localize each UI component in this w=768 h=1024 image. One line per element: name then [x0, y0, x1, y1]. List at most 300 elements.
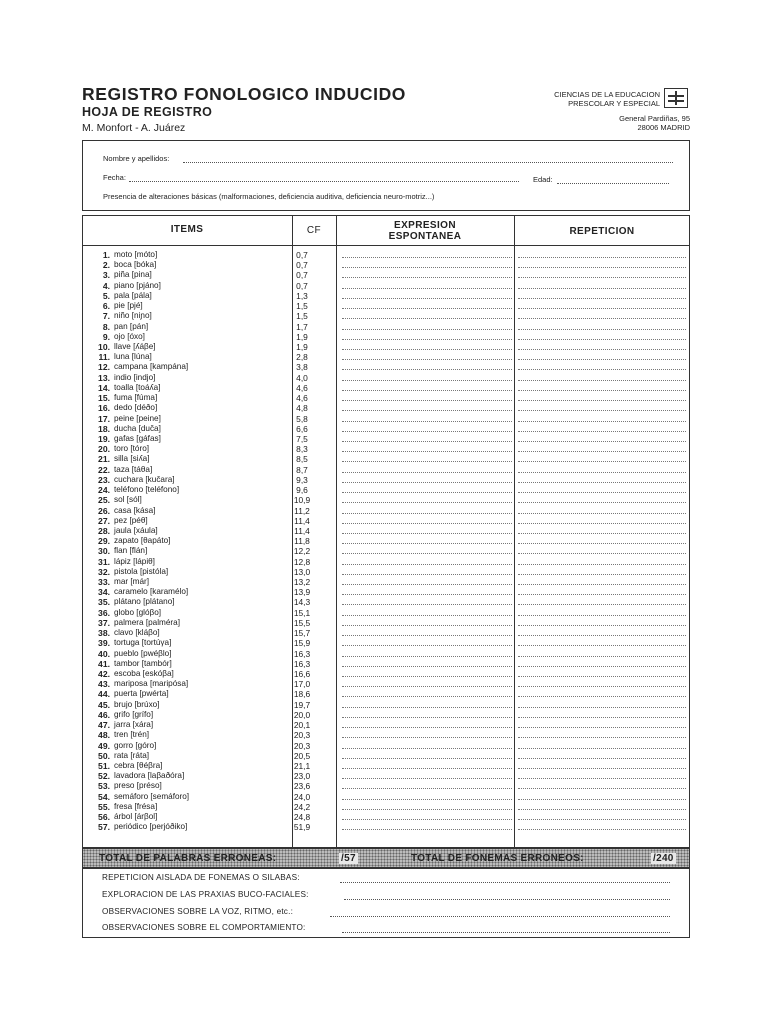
repetition-answer-field[interactable] [518, 625, 686, 626]
item-number: 57. [98, 822, 110, 833]
name-label: Nombre y apellidos: [103, 154, 170, 163]
repetition-answer-field[interactable] [518, 431, 686, 432]
item-number: 40. [98, 648, 110, 659]
item-word: campana [kampána] [114, 362, 189, 372]
table-row [82, 689, 690, 699]
repetition-answer-field[interactable] [518, 298, 686, 299]
repetition-answer-field[interactable] [518, 543, 686, 544]
expression-answer-field[interactable] [342, 451, 512, 452]
repetition-answer-field[interactable] [518, 809, 686, 810]
expression-answer-field[interactable] [342, 502, 512, 503]
item-word: peine [peine] [114, 413, 161, 423]
item-number: 29. [98, 536, 110, 547]
item-number: 22. [98, 464, 110, 475]
repetition-answer-field[interactable] [518, 748, 686, 749]
repetition-answer-field[interactable] [518, 768, 686, 769]
item-cf: 0,7 [296, 280, 308, 291]
expression-answer-field[interactable] [342, 604, 512, 605]
expression-answer-field[interactable] [342, 533, 512, 534]
repetition-answer-field[interactable] [518, 553, 686, 554]
item-number: 49. [98, 740, 110, 751]
item-cf: 1,5 [296, 301, 308, 312]
repetition-answer-field[interactable] [518, 778, 686, 779]
item-cf: 16,3 [293, 648, 311, 659]
item-word: fresa [frésa] [114, 801, 158, 811]
table-row [82, 424, 690, 434]
repetition-answer-field[interactable] [518, 574, 686, 575]
repetition-answer-field[interactable] [518, 369, 686, 370]
expression-answer-field[interactable] [342, 676, 512, 677]
item-cf: 13,0 [293, 566, 311, 577]
expression-answer-field[interactable] [342, 799, 512, 800]
item-number: 10. [98, 341, 110, 352]
table-row [82, 434, 690, 444]
table-row [82, 608, 690, 618]
table-row [82, 465, 690, 475]
item-word: cebra [θéβra] [114, 761, 163, 770]
table-row [82, 720, 690, 730]
item-cf: 20,3 [293, 730, 311, 741]
item-cf: 24,8 [293, 812, 311, 823]
item-number: 48. [98, 730, 110, 741]
repetition-answer-field[interactable] [518, 533, 686, 534]
total-phonemes-label: TOTAL DE FONEMAS ERRONEOS: [411, 853, 584, 864]
date-field[interactable] [129, 181, 519, 182]
item-number: 15. [98, 393, 110, 404]
item-word: teléfono [teléfono] [114, 485, 180, 495]
table-row [82, 260, 690, 270]
repetition-answer-field[interactable] [518, 421, 686, 422]
expression-answer-field[interactable] [342, 369, 512, 370]
item-cf: 1,7 [296, 321, 308, 332]
item-cf: 7,5 [296, 433, 308, 444]
repetition-answer-field[interactable] [518, 472, 686, 473]
table-row [82, 475, 690, 485]
expression-answer-field[interactable] [342, 737, 512, 738]
table-row [82, 567, 690, 577]
item-cf: 20,5 [293, 750, 311, 761]
item-cf: 12,8 [293, 556, 311, 567]
item-word: plátano [plátano] [114, 597, 175, 607]
item-word: piña [pina] [114, 270, 152, 280]
address-line-1: General Pardiñas, 95 [619, 114, 690, 123]
item-word: palmera [palméra] [114, 617, 180, 627]
expression-answer-field[interactable] [342, 410, 512, 411]
table-row [82, 291, 690, 301]
expression-answer-field[interactable] [342, 635, 512, 636]
table-row [82, 730, 690, 740]
item-number: 3. [102, 270, 110, 281]
table-row [82, 362, 690, 372]
item-number: 24. [98, 485, 110, 496]
expression-answer-field[interactable] [342, 696, 512, 697]
expression-answer-field[interactable] [342, 421, 512, 422]
table-row [82, 751, 690, 761]
repetition-answer-field[interactable] [518, 308, 686, 309]
expression-answer-field[interactable] [342, 277, 512, 278]
item-number: 54. [98, 791, 110, 802]
repetition-answer-field[interactable] [518, 829, 686, 830]
expression-answer-field[interactable] [342, 758, 512, 759]
repetition-answer-field[interactable] [518, 686, 686, 687]
expression-answer-field[interactable] [342, 727, 512, 728]
table-row [82, 444, 690, 454]
item-number: 8. [102, 321, 110, 332]
expression-answer-field[interactable] [342, 318, 512, 319]
expression-answer-field[interactable] [342, 349, 512, 350]
item-word: pistola [pistóla] [114, 566, 169, 576]
repetition-answer-field[interactable] [518, 257, 686, 258]
table-row [82, 659, 690, 669]
item-word: árbol [árβol] [114, 812, 158, 822]
repetition-answer-field[interactable] [518, 461, 686, 462]
repetition-answer-field[interactable] [518, 717, 686, 718]
column-header-expression-1: EXPRESION [394, 220, 456, 231]
repetition-answer-field[interactable] [518, 564, 686, 565]
expression-answer-field[interactable] [342, 257, 512, 258]
item-word: toro [tóro] [114, 444, 150, 454]
item-number: 53. [98, 781, 110, 792]
item-word: rata [ráta] [114, 750, 150, 760]
repetition-answer-field[interactable] [518, 594, 686, 595]
item-number: 44. [98, 689, 110, 700]
table-row [82, 352, 690, 362]
expression-answer-field[interactable] [342, 390, 512, 391]
expression-answer-field[interactable] [342, 359, 512, 360]
item-word: preso [préso] [114, 781, 162, 791]
item-cf: 24,2 [293, 801, 311, 812]
repetition-answer-field[interactable] [518, 696, 686, 697]
expression-answer-field[interactable] [342, 594, 512, 595]
item-word: moto [móto] [114, 250, 158, 259]
item-number: 25. [98, 495, 110, 506]
repetition-answer-field[interactable] [518, 318, 686, 319]
expression-answer-field[interactable] [342, 482, 512, 483]
table-row [82, 281, 690, 291]
item-word: pan [pán] [114, 321, 149, 331]
observation-field[interactable] [330, 916, 670, 917]
item-number: 5. [102, 290, 110, 301]
expression-answer-field[interactable] [342, 819, 512, 820]
table-row [82, 342, 690, 352]
expression-answer-field[interactable] [342, 431, 512, 432]
expression-answer-field[interactable] [342, 829, 512, 830]
expression-answer-field[interactable] [342, 656, 512, 657]
item-cf: 14,3 [293, 597, 311, 608]
table-row [82, 403, 690, 413]
table-row [82, 597, 690, 607]
observation-field[interactable] [340, 882, 670, 883]
item-number: 31. [98, 556, 110, 567]
table-row [82, 649, 690, 659]
expression-answer-field[interactable] [342, 778, 512, 779]
item-number: 45. [98, 699, 110, 710]
column-header-items: ITEMS [170, 224, 204, 235]
item-word: pueblo [pwéβlo] [114, 648, 172, 658]
item-cf: 11,8 [294, 536, 310, 547]
repetition-answer-field[interactable] [518, 410, 686, 411]
item-cf: 15,7 [293, 628, 311, 639]
item-number: 50. [98, 750, 110, 761]
item-cf: 23,0 [293, 771, 311, 782]
table-row [82, 771, 690, 781]
repetition-answer-field[interactable] [518, 492, 686, 493]
repetition-answer-field[interactable] [518, 267, 686, 268]
table-row [82, 792, 690, 802]
expression-answer-field[interactable] [342, 707, 512, 708]
item-cf: 12,2 [293, 546, 311, 557]
expression-answer-field[interactable] [342, 492, 512, 493]
table-row [82, 812, 690, 822]
expression-answer-field[interactable] [342, 625, 512, 626]
expression-answer-field[interactable] [342, 267, 512, 268]
table-row [82, 802, 690, 812]
table-row [82, 628, 690, 638]
expression-answer-field[interactable] [342, 615, 512, 616]
repetition-answer-field[interactable] [518, 513, 686, 514]
expression-answer-field[interactable] [342, 666, 512, 667]
item-cf: 0,7 [296, 260, 308, 271]
expression-answer-field[interactable] [342, 686, 512, 687]
expression-answer-field[interactable] [342, 288, 512, 289]
item-number: 36. [98, 607, 110, 618]
alterations-label: Presencia de alteraciones básicas (malformaciones, deficiencia auditiva, deficiencia neuro-motriz...) [103, 192, 435, 201]
expression-answer-field[interactable] [342, 339, 512, 340]
item-cf: 15,1 [293, 607, 311, 618]
item-cf: 4,6 [296, 382, 308, 393]
repetition-answer-field[interactable] [518, 502, 686, 503]
table-row [82, 311, 690, 321]
repetition-answer-field[interactable] [518, 656, 686, 657]
item-cf: 13,2 [293, 577, 311, 588]
expression-answer-field[interactable] [342, 788, 512, 789]
item-cf: 0,7 [296, 250, 308, 260]
observation-field[interactable] [344, 899, 670, 900]
expression-answer-field[interactable] [342, 645, 512, 646]
repetition-answer-field[interactable] [518, 635, 686, 636]
item-cf: 4,0 [296, 372, 308, 383]
name-field[interactable] [183, 162, 673, 163]
repetition-answer-field[interactable] [518, 758, 686, 759]
item-cf: 13,9 [293, 587, 311, 598]
expression-answer-field[interactable] [342, 543, 512, 544]
item-word: puerta [pwérta] [114, 689, 169, 699]
item-cf: 19,7 [293, 699, 311, 710]
table-row [82, 332, 690, 342]
item-word: pala [pála] [114, 290, 152, 300]
item-number: 9. [102, 331, 110, 342]
table-row [82, 669, 690, 679]
table-row [82, 301, 690, 311]
item-word: luna [lúna] [114, 352, 152, 362]
repetition-answer-field[interactable] [518, 339, 686, 340]
repetition-answer-field[interactable] [518, 349, 686, 350]
total-words-label: TOTAL DE PALABRAS ERRONEAS: [99, 853, 277, 864]
repetition-answer-field[interactable] [518, 737, 686, 738]
table-row [82, 516, 690, 526]
item-number: 14. [98, 382, 110, 393]
item-word: cuchara [kučara] [114, 474, 175, 484]
item-cf: 0,7 [296, 270, 308, 281]
expression-answer-field[interactable] [342, 461, 512, 462]
table-row [82, 741, 690, 751]
item-number: 20. [98, 444, 110, 455]
item-number: 33. [98, 577, 110, 588]
item-number: 27. [98, 515, 110, 526]
repetition-answer-field[interactable] [518, 727, 686, 728]
item-word: jaula [xáula] [114, 525, 158, 535]
item-word: lavadora [laβaðóra] [114, 771, 185, 781]
expression-answer-field[interactable] [342, 400, 512, 401]
item-word: zapato [θapáto] [114, 536, 171, 546]
table-row [82, 638, 690, 648]
item-number: 7. [102, 311, 110, 322]
expression-answer-field[interactable] [342, 564, 512, 565]
item-cf: 15,9 [293, 638, 311, 649]
repetition-answer-field[interactable] [518, 615, 686, 616]
expression-answer-field[interactable] [342, 441, 512, 442]
table-row [82, 587, 690, 597]
item-number: 21. [98, 454, 110, 465]
repetition-answer-field[interactable] [518, 819, 686, 820]
table-row [82, 822, 690, 832]
item-number: 56. [98, 812, 110, 823]
item-cf: 10,9 [293, 495, 311, 506]
repetition-answer-field[interactable] [518, 645, 686, 646]
repetition-answer-field[interactable] [518, 329, 686, 330]
item-word: mar [már] [114, 577, 150, 587]
repetition-answer-field[interactable] [518, 451, 686, 452]
item-number: 2. [102, 260, 110, 271]
repetition-answer-field[interactable] [518, 390, 686, 391]
repetition-answer-field[interactable] [518, 666, 686, 667]
item-word: jarra [xára] [114, 720, 154, 730]
publisher-line-1: CIENCIAS DE LA EDUCACION [554, 90, 660, 99]
repetition-answer-field[interactable] [518, 707, 686, 708]
column-header-expression-2: ESPONTANEA [388, 231, 462, 242]
item-cf: 20,1 [293, 720, 311, 731]
table-row [82, 526, 690, 536]
repetition-answer-field[interactable] [518, 523, 686, 524]
repetition-answer-field[interactable] [518, 277, 686, 278]
item-cf: 24,0 [293, 791, 311, 802]
item-number: 42. [98, 669, 110, 680]
item-word: caramelo [karamélo] [114, 587, 189, 597]
item-number: 39. [98, 638, 110, 649]
item-number: 41. [98, 658, 110, 669]
item-cf: 5,8 [296, 413, 308, 424]
item-cf: 20,3 [293, 740, 311, 751]
item-word: ojo [óxo] [114, 331, 145, 341]
repetition-answer-field[interactable] [518, 584, 686, 585]
table-row [82, 506, 690, 516]
total-words-max: /57 [341, 853, 356, 864]
item-number: 6. [102, 301, 110, 312]
item-word: dedo [déðo] [114, 403, 158, 413]
column-header-repetition: REPETICION [569, 226, 635, 237]
repetition-answer-field[interactable] [518, 288, 686, 289]
item-cf: 8,5 [296, 454, 308, 465]
item-cf: 6,6 [296, 423, 308, 434]
item-cf: 1,9 [296, 341, 308, 352]
repetition-answer-field[interactable] [518, 676, 686, 677]
item-number: 32. [98, 566, 110, 577]
table-row [82, 250, 690, 260]
item-number: 47. [98, 720, 110, 731]
item-word: pie [pjé] [114, 301, 143, 311]
item-number: 19. [98, 433, 110, 444]
repetition-answer-field[interactable] [518, 799, 686, 800]
item-cf: 17,0 [293, 679, 311, 690]
observation-label: EXPLORACION DE LAS PRAXIAS BUCO-FACIALES: [102, 890, 309, 899]
item-word: llave [ʎáβe] [114, 341, 156, 351]
item-cf: 16,6 [293, 669, 311, 680]
table-row [82, 414, 690, 424]
item-cf: 23,6 [293, 781, 311, 792]
item-number: 30. [98, 546, 110, 557]
repetition-answer-field[interactable] [518, 400, 686, 401]
repetition-answer-field[interactable] [518, 788, 686, 789]
item-cf: 21,1 [293, 761, 311, 771]
expression-answer-field[interactable] [342, 553, 512, 554]
item-cf: 9,3 [296, 474, 308, 485]
authors: M. Monfort - A. Juárez [82, 122, 186, 134]
item-number: 43. [98, 679, 110, 690]
patient-info-box [82, 140, 690, 211]
expression-answer-field[interactable] [342, 329, 512, 330]
table-row [82, 700, 690, 710]
observation-field[interactable] [342, 932, 670, 933]
repetition-answer-field[interactable] [518, 380, 686, 381]
expression-answer-field[interactable] [342, 472, 512, 473]
table-row [82, 710, 690, 720]
expression-answer-field[interactable] [342, 513, 512, 514]
table-row [82, 383, 690, 393]
expression-answer-field[interactable] [342, 768, 512, 769]
item-word: casa [kása] [114, 505, 156, 515]
item-word: brujo [brúxo] [114, 699, 160, 709]
expression-answer-field[interactable] [342, 574, 512, 575]
expression-answer-field[interactable] [342, 584, 512, 585]
item-word: globo [glóβo] [114, 607, 162, 617]
item-number: 23. [98, 474, 110, 485]
item-number: 26. [98, 505, 110, 516]
expression-answer-field[interactable] [342, 717, 512, 718]
observation-label: OBSERVACIONES SOBRE LA VOZ, RITMO, etc.: [102, 907, 294, 916]
item-cf: 51,9 [293, 822, 311, 833]
address-line-2: 28006 MADRID [637, 123, 690, 132]
expression-answer-field[interactable] [342, 809, 512, 810]
item-word: ducha [duča] [114, 423, 161, 433]
expression-answer-field[interactable] [342, 308, 512, 309]
table-row [82, 781, 690, 791]
expression-answer-field[interactable] [342, 380, 512, 381]
repetition-answer-field[interactable] [518, 604, 686, 605]
expression-answer-field[interactable] [342, 523, 512, 524]
repetition-answer-field[interactable] [518, 359, 686, 360]
item-cf: 1,3 [296, 290, 308, 301]
item-number: 34. [98, 587, 110, 598]
item-word: lápiz [lápiθ] [114, 556, 155, 566]
expression-answer-field[interactable] [342, 748, 512, 749]
repetition-answer-field[interactable] [518, 441, 686, 442]
repetition-answer-field[interactable] [518, 482, 686, 483]
age-field[interactable] [557, 183, 669, 184]
item-word: flan [flán] [114, 546, 148, 556]
expression-answer-field[interactable] [342, 298, 512, 299]
item-number: 1. [102, 250, 110, 260]
item-number: 37. [98, 617, 110, 628]
